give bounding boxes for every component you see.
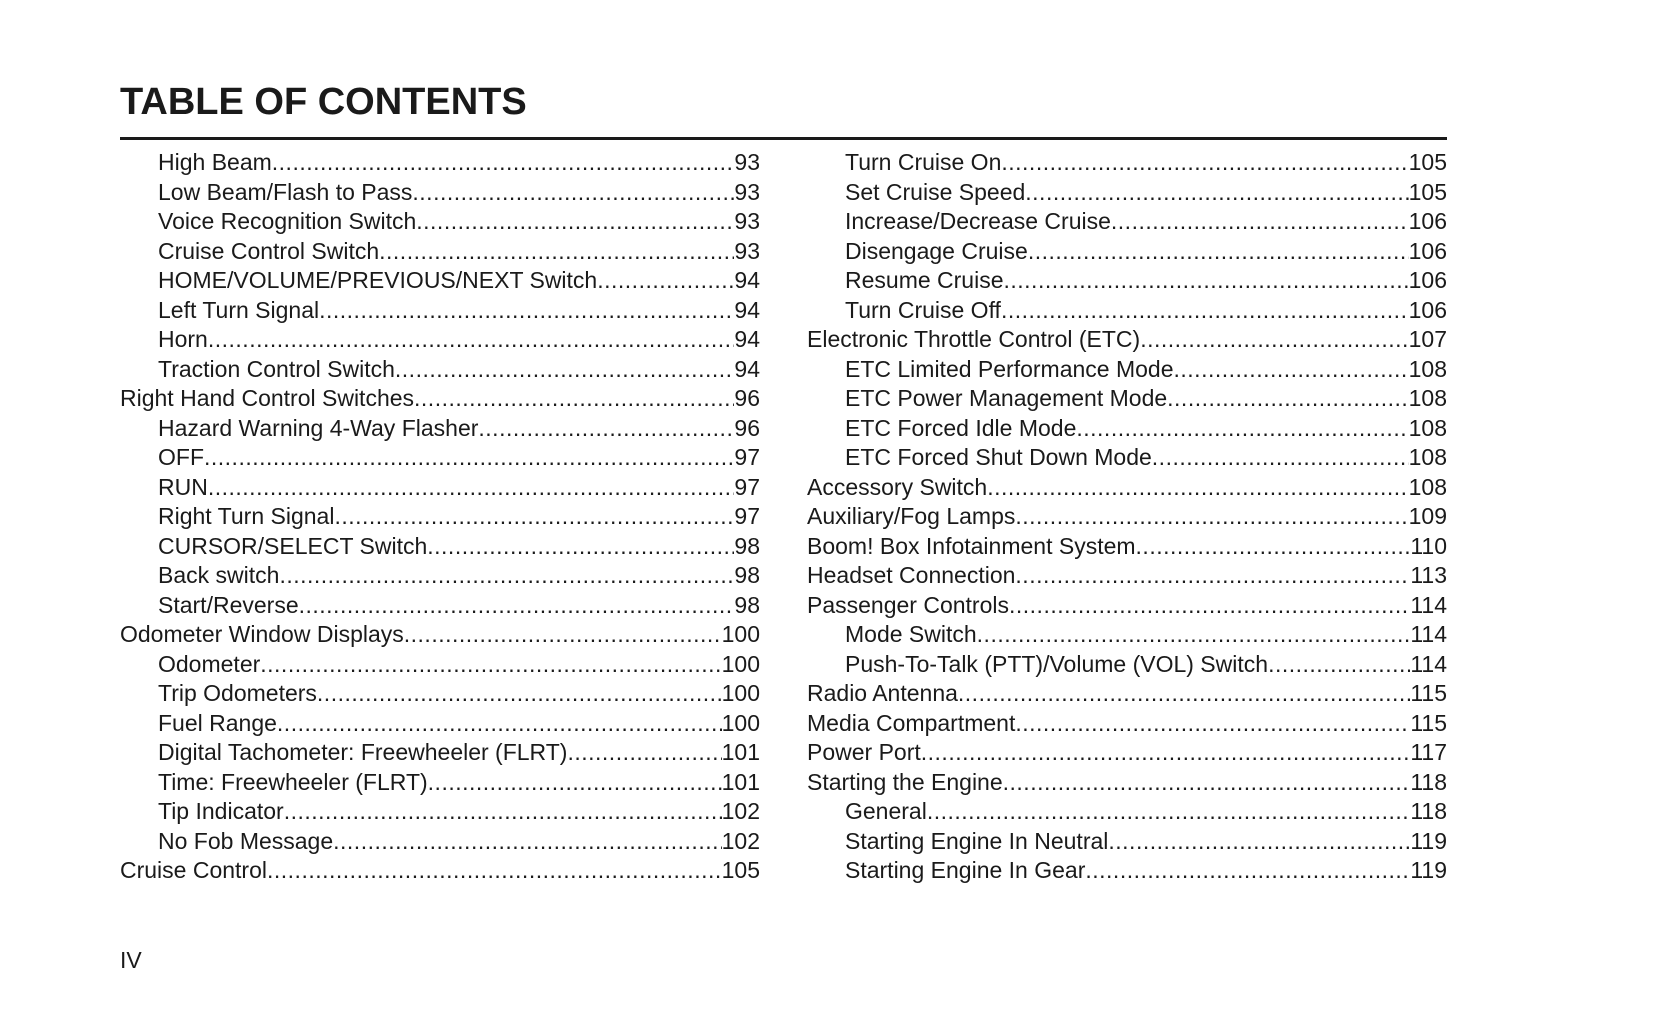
dot-leader: [977, 620, 1411, 650]
toc-entry[interactable]: [807, 178, 1447, 208]
dot-leader: [1001, 296, 1409, 326]
toc-entry-page: 108: [1408, 385, 1447, 411]
toc-entry-page: 115: [1410, 680, 1447, 706]
dot-leader: [260, 650, 721, 680]
toc-entry-label: Low Beam/Flash to Pass: [158, 178, 413, 205]
dot-leader: [1076, 414, 1408, 444]
toc-entry-label: Horn: [158, 326, 208, 352]
toc-entry[interactable]: [120, 768, 760, 798]
page-title: TABLE OF CONTENTS: [120, 81, 527, 123]
toc-entry[interactable]: [807, 443, 1447, 473]
toc-entry-page: 98: [734, 591, 760, 618]
dot-leader: [395, 355, 735, 385]
toc-entry-page: 108: [1408, 473, 1447, 500]
toc-entry-page: 94: [734, 296, 760, 323]
dot-leader: [1015, 709, 1410, 739]
toc-entry[interactable]: [807, 768, 1447, 798]
dot-leader: [1025, 178, 1408, 208]
toc-entry-label: Left Turn Signal: [158, 296, 320, 323]
toc-entry-page: 93: [734, 237, 760, 264]
toc-entry-label: Headset Connection: [807, 562, 1016, 588]
toc-entry-page: 107: [1408, 326, 1447, 352]
toc-entry-page: 94: [734, 355, 760, 382]
toc-entry[interactable]: [120, 738, 760, 768]
dot-leader: [1003, 768, 1411, 798]
toc-entry-label: Power Port: [807, 739, 921, 765]
toc-entry-label: Starting Engine In Neutral: [845, 827, 1109, 854]
toc-entry-page: 93: [734, 149, 760, 175]
dot-leader: [319, 296, 734, 326]
toc-entry-label: Push-To-Talk (PTT)/Volume (VOL) Switch: [845, 650, 1269, 677]
toc-entry-page: 105: [1408, 149, 1447, 175]
toc-entry-page: 100: [721, 621, 760, 647]
toc-entry[interactable]: [807, 473, 1447, 503]
dot-leader: [412, 178, 734, 208]
dot-leader: [272, 148, 735, 178]
toc-entry-page: 106: [1408, 296, 1447, 323]
toc-entry-label: Traction Control Switch: [158, 355, 395, 382]
toc-entry-label: Boom! Box Infotainment System: [807, 532, 1136, 559]
toc-entry-label: General: [845, 798, 927, 824]
dot-leader: [414, 384, 734, 414]
dot-leader: [427, 532, 734, 562]
toc-entry[interactable]: [807, 591, 1447, 621]
dot-leader: [299, 591, 735, 621]
toc-entry[interactable]: [120, 620, 760, 650]
toc-entry-label: Right Hand Control Switches: [120, 385, 415, 411]
toc-entry[interactable]: [120, 650, 760, 680]
toc-entry[interactable]: [807, 797, 1447, 827]
dot-leader: [267, 856, 722, 886]
toc-entry-label: Media Compartment: [807, 709, 1016, 736]
toc-entry-label: No Fob Message: [158, 827, 334, 854]
toc-entry-page: 119: [1410, 827, 1447, 854]
toc-entry[interactable]: [120, 207, 760, 237]
toc-entry-label: OFF: [158, 444, 204, 470]
dot-leader: [334, 502, 734, 532]
dot-leader: [1028, 237, 1409, 267]
toc-entry[interactable]: [120, 473, 760, 503]
toc-entry[interactable]: [120, 414, 760, 444]
toc-entry[interactable]: [807, 237, 1447, 267]
toc-entry-page: 96: [734, 414, 760, 441]
toc-left-column: [120, 148, 760, 886]
dot-leader: [208, 325, 735, 355]
toc-entry-page: 100: [721, 650, 760, 677]
toc-entry[interactable]: [807, 561, 1447, 591]
toc-entry-label: CURSOR/SELECT Switch: [158, 532, 428, 559]
dot-leader: [958, 679, 1410, 709]
toc-entry-page: 93: [734, 208, 760, 234]
dot-leader: [204, 443, 734, 473]
toc-entry[interactable]: [807, 856, 1447, 886]
toc-entry[interactable]: [807, 414, 1447, 444]
dot-leader: [567, 738, 721, 768]
toc-entry[interactable]: [120, 856, 760, 886]
toc-entry[interactable]: [807, 650, 1447, 680]
toc-entry-label: ETC Forced Idle Mode: [845, 414, 1077, 441]
toc-entry[interactable]: [120, 178, 760, 208]
toc-entry[interactable]: [120, 709, 760, 739]
toc-entry-page: 97: [734, 444, 760, 470]
toc-entry-label: Set Cruise Speed: [845, 178, 1026, 205]
toc-entry-label: Hazard Warning 4-Way Flasher: [158, 414, 479, 441]
dot-leader: [921, 738, 1411, 768]
toc-entry-label: Time: Freewheeler (FLRT): [158, 768, 428, 795]
toc-entry[interactable]: [807, 355, 1447, 385]
toc-entry[interactable]: [120, 532, 760, 562]
dot-leader: [1167, 384, 1408, 414]
toc-entry[interactable]: [807, 296, 1447, 326]
toc-entry-page: 115: [1410, 709, 1447, 736]
dot-leader: [279, 561, 734, 591]
toc-entry-label: Accessory Switch: [807, 473, 988, 500]
dot-leader: [1136, 532, 1411, 562]
dot-leader: [317, 679, 722, 709]
toc-entry[interactable]: [807, 827, 1447, 857]
dot-leader: [333, 827, 721, 857]
toc-entry-label: Increase/Decrease Cruise: [845, 208, 1111, 234]
toc-entry[interactable]: [120, 561, 760, 591]
toc-entry-page: 114: [1410, 591, 1447, 618]
dot-leader: [1001, 148, 1408, 178]
toc-entry-page: 102: [721, 827, 760, 854]
dot-leader: [1009, 591, 1410, 621]
toc-entry[interactable]: [807, 266, 1447, 296]
toc-entry[interactable]: [807, 207, 1447, 237]
toc-entry-page: 98: [734, 532, 760, 559]
toc-entry-label: Odometer Window Displays: [120, 621, 404, 647]
toc-entry[interactable]: [120, 797, 760, 827]
dot-leader: [987, 473, 1408, 503]
toc-entry-page: 108: [1408, 414, 1447, 441]
toc-entry-page: 101: [721, 768, 760, 795]
toc-entry-label: Turn Cruise Off: [845, 296, 1001, 323]
toc-entry-label: Turn Cruise On: [845, 149, 1002, 175]
toc-entry-page: 108: [1408, 355, 1447, 382]
toc-entry-label: Start/Reverse: [158, 591, 299, 618]
toc-entry[interactable]: [807, 384, 1447, 414]
toc-entry-label: Starting the Engine: [807, 768, 1003, 795]
toc-entry-page: 97: [734, 503, 760, 529]
toc-entry-page: 106: [1408, 208, 1447, 234]
toc-entry-page: 93: [734, 178, 760, 205]
toc-entry-page: 105: [721, 857, 760, 883]
dot-leader: [597, 266, 734, 296]
toc-entry[interactable]: [120, 148, 760, 178]
dot-leader: [1152, 443, 1409, 473]
toc-entry-label: Electronic Throttle Control (ETC): [807, 326, 1141, 352]
toc-entry-page: 105: [1408, 178, 1447, 205]
toc-entry-label: Mode Switch: [845, 621, 977, 647]
toc-entry-label: ETC Forced Shut Down Mode: [845, 444, 1152, 470]
toc-entry-page: 114: [1410, 650, 1447, 677]
toc-entry-page: 108: [1408, 444, 1447, 470]
toc-entry-page: 100: [721, 680, 760, 706]
dot-leader: [428, 768, 722, 798]
dot-leader: [416, 207, 734, 237]
toc-entry[interactable]: [120, 443, 760, 473]
toc-entry-page: 98: [734, 562, 760, 588]
toc-entry-label: Starting Engine In Gear: [845, 857, 1086, 883]
dot-leader: [1004, 266, 1409, 296]
toc-entry[interactable]: [807, 502, 1447, 532]
toc-entry[interactable]: [120, 296, 760, 326]
toc-entry-page: 101: [721, 739, 760, 765]
toc-entry-label: Cruise Control: [120, 857, 267, 883]
toc-entry-label: Resume Cruise: [845, 267, 1004, 293]
toc-entry[interactable]: [807, 532, 1447, 562]
toc-entry-label: Odometer: [158, 650, 261, 677]
toc-entry-page: 96: [734, 385, 760, 411]
toc-entry-page: 109: [1408, 503, 1447, 529]
page-number: IV: [120, 947, 142, 973]
toc-entry-label: RUN: [158, 473, 208, 500]
toc-entry-page: 94: [734, 267, 760, 293]
toc-entry-page: 113: [1410, 562, 1447, 588]
toc-entry-label: Cruise Control Switch: [158, 237, 380, 264]
toc-entry-page: 97: [734, 473, 760, 500]
toc-entry-page: 106: [1408, 237, 1447, 264]
dot-leader: [404, 620, 722, 650]
toc-entry[interactable]: [807, 325, 1447, 355]
toc-entry-page: 119: [1410, 857, 1447, 883]
toc-entry-page: 94: [734, 326, 760, 352]
toc-entry-page: 117: [1410, 739, 1447, 765]
toc-entry[interactable]: [120, 502, 760, 532]
toc-entry-label: Passenger Controls: [807, 591, 1009, 618]
toc-entry-label: HOME/VOLUME/PREVIOUS/NEXT Switch: [158, 267, 598, 293]
toc-entry[interactable]: [120, 325, 760, 355]
toc-entry-label: Radio Antenna: [807, 680, 958, 706]
dot-leader: [1174, 355, 1409, 385]
dot-leader: [277, 709, 722, 739]
toc-entry-label: Right Turn Signal: [158, 503, 335, 529]
toc-entry[interactable]: [120, 679, 760, 709]
toc-entry-label: Disengage Cruise: [845, 237, 1028, 264]
toc-entry-page: 102: [721, 798, 760, 824]
toc-entry[interactable]: [807, 738, 1447, 768]
toc-entry-label: Back switch: [158, 562, 280, 588]
toc-entry-label: High Beam: [158, 149, 272, 175]
dot-leader: [379, 237, 734, 267]
toc-entry[interactable]: [807, 620, 1447, 650]
toc-entry-label: Tip Indicator: [158, 798, 284, 824]
dot-leader: [208, 473, 735, 503]
dot-leader: [1015, 502, 1408, 532]
toc-entry[interactable]: [120, 237, 760, 267]
dot-leader: [1108, 827, 1410, 857]
toc-entry-page: 114: [1410, 621, 1447, 647]
toc-entry[interactable]: [120, 591, 760, 621]
toc-entry-label: Voice Recognition Switch: [158, 208, 417, 234]
toc-entry[interactable]: [120, 384, 760, 414]
toc-entry-label: Auxiliary/Fog Lamps: [807, 503, 1016, 529]
toc-entry-page: 100: [721, 709, 760, 736]
toc-entry[interactable]: [120, 827, 760, 857]
toc-entry-page: 118: [1410, 768, 1447, 795]
dot-leader: [284, 797, 722, 827]
toc-entry-label: Fuel Range: [158, 709, 277, 736]
dot-leader: [927, 797, 1411, 827]
dot-leader: [478, 414, 734, 444]
dot-leader: [1268, 650, 1410, 680]
toc-entry-label: ETC Limited Performance Mode: [845, 355, 1174, 382]
toc-entry-label: Digital Tachometer: Freewheeler (FLRT): [158, 739, 568, 765]
dot-leader: [1111, 207, 1409, 237]
toc-entry-label: Trip Odometers: [158, 680, 317, 706]
dot-leader: [1085, 856, 1410, 886]
toc-entry[interactable]: [120, 355, 760, 385]
title-divider: [120, 137, 1447, 140]
toc-entry[interactable]: [807, 709, 1447, 739]
toc-entry-page: 118: [1410, 798, 1447, 824]
toc-entry-page: 110: [1410, 532, 1447, 559]
dot-leader: [1015, 561, 1410, 591]
toc-right-column: [807, 148, 1447, 886]
dot-leader: [1140, 325, 1408, 355]
toc-entry-page: 106: [1408, 267, 1447, 293]
toc-entry[interactable]: [807, 679, 1447, 709]
toc-entry[interactable]: [807, 148, 1447, 178]
toc-entry[interactable]: [120, 266, 760, 296]
toc-entry-label: ETC Power Management Mode: [845, 385, 1168, 411]
